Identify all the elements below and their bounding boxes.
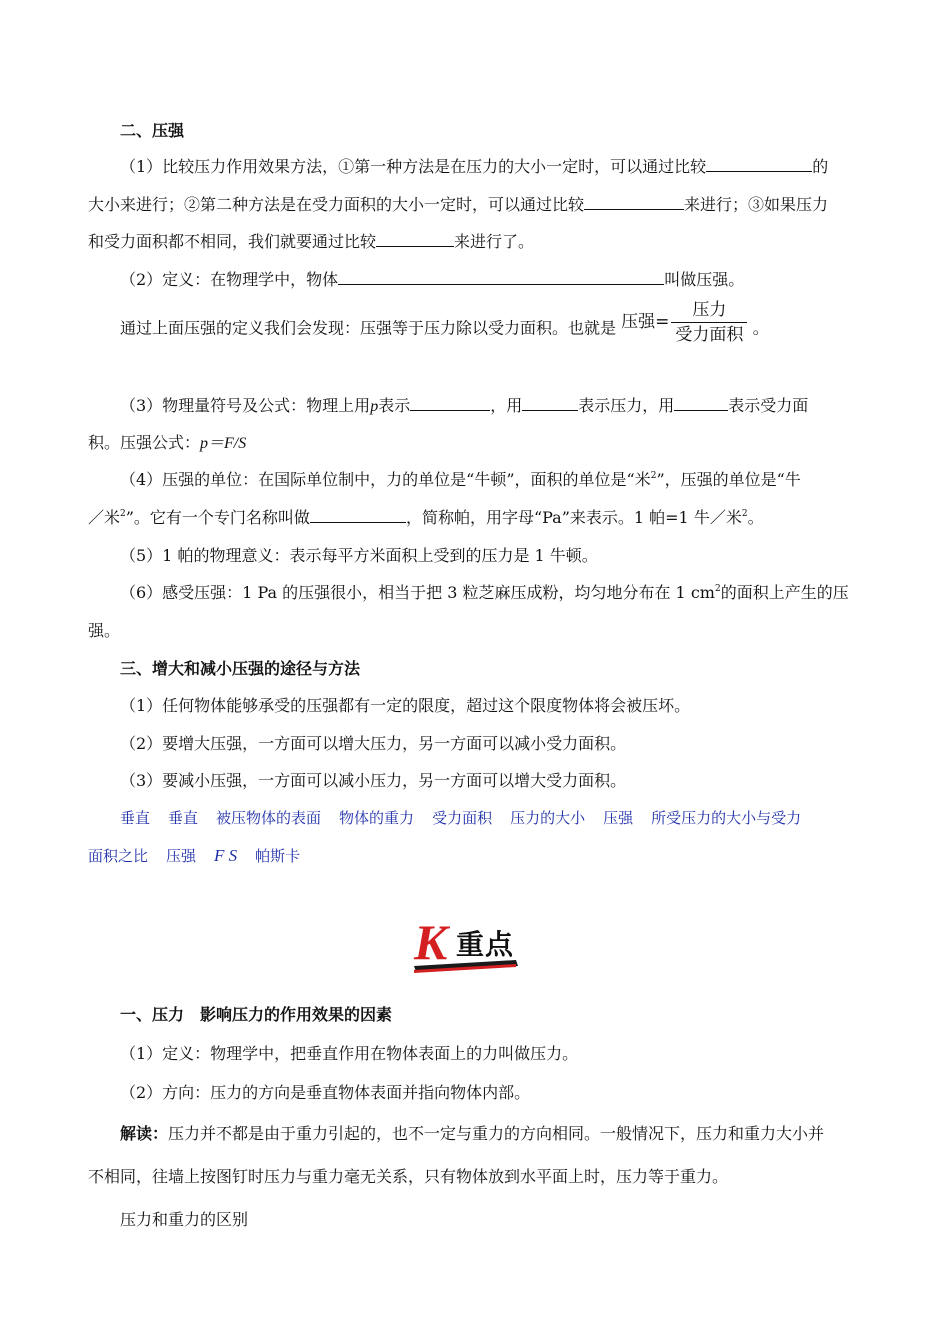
answer: 面积之比 <box>88 847 149 865</box>
symbol-p: p <box>370 398 379 415</box>
badge-letter: K <box>414 914 448 970</box>
text: 和受力面积都不相同，我们就要通过比较 <box>88 232 377 251</box>
text: ／米 <box>88 508 121 527</box>
formula-lhs: 压强= <box>621 312 670 332</box>
fill-blank[interactable] <box>376 232 454 247</box>
answer-key-line-1 <box>120 808 900 828</box>
text: 的 <box>812 157 829 176</box>
fill-blank[interactable] <box>706 157 812 172</box>
answer: 受力面积 <box>432 809 493 827</box>
fill-blank[interactable] <box>410 396 490 411</box>
answer: 物体的重力 <box>339 809 415 827</box>
text: 来进行；③如果压力 <box>684 195 829 214</box>
definition-line <box>120 270 900 290</box>
answer: 垂直 <box>168 809 199 827</box>
text: （2）定义：在物理学中，物体 <box>120 270 339 289</box>
paragraph-6-line-1 <box>120 583 900 603</box>
answer: 垂直 <box>120 809 151 827</box>
fill-blank[interactable] <box>674 396 728 411</box>
answer: 所受压力的大小与受力 <box>651 809 802 827</box>
text: （4）压强的单位：在国际单位制中，力的单位是“牛顿”，面积的单位是“米 <box>120 470 651 489</box>
answer: 压力的大小 <box>510 809 586 827</box>
text: 积。压强公式： <box>88 433 201 452</box>
section-title-methods: 三、增大和减小压强的途径与方法 <box>120 659 361 678</box>
text: 的面积上产生的压 <box>720 583 849 602</box>
text: （3）物理量符号及公式：物理上用 <box>120 396 371 415</box>
note-line-1 <box>120 1124 900 1144</box>
text: 压力并不都是由于重力引起的，也不一定与重力的方向相同。一般情况下，压力和重力大小并 <box>168 1124 825 1143</box>
key-points-badge <box>412 914 522 978</box>
paragraph-1-line-2 <box>88 195 868 215</box>
answer: 被压物体的表面 <box>216 809 322 827</box>
formula-line <box>120 302 900 354</box>
fraction-numerator: 压力 <box>671 298 747 323</box>
difference-heading: 压力和重力的区别 <box>120 1210 249 1229</box>
superscript: 2 <box>741 509 748 519</box>
text: 。 <box>747 508 764 527</box>
pressure-formula-text: p＝F/S <box>200 435 247 452</box>
section-title-pressure: 二、压强 <box>120 121 185 140</box>
method-1: （1）任何物体能够承受的压强都有一定的限度，超过这个限度物体将会被压坏。 <box>120 696 691 715</box>
superscript: 2 <box>120 509 126 519</box>
note-line-2: 不相同，往墙上按图钉时压力与重力毫无关系，只有物体放到水平面上时，压力等于重力。 <box>88 1167 729 1186</box>
superscript: 2 <box>714 584 721 594</box>
key-definition: （1）定义：物理学中，把垂直作用在物体表面上的力叫做压力。 <box>120 1044 579 1063</box>
method-2: （2）要增大压强，一方面可以增大压力，另一方面可以减小受力面积。 <box>120 734 627 753</box>
paragraph-3-line-2 <box>88 433 868 454</box>
note-label: 解读： <box>120 1124 169 1143</box>
paragraph-4-line-1 <box>120 470 900 490</box>
fraction-denominator: 受力面积 <box>675 325 744 345</box>
fill-blank[interactable] <box>310 508 406 523</box>
text: ”，压强的单位是“牛 <box>656 470 801 489</box>
badge-text: 重点 <box>456 928 515 961</box>
paragraph-1-line-3 <box>88 232 868 252</box>
answer-key-line-2 <box>88 846 868 866</box>
text: （1）比较压力作用效果方法，①第一种方法是在压力的大小一定时，可以通过比较 <box>120 157 707 176</box>
answer: 压强 <box>166 847 197 865</box>
text: ，用 <box>490 396 523 415</box>
text: 大小来进行；②第二种方法是在受力面积的大小一定时，可以通过比较 <box>88 195 585 214</box>
superscript: 2 <box>650 471 657 481</box>
text: 叫做压强。 <box>664 270 745 289</box>
text: 来进行了。 <box>454 232 535 251</box>
key-section-title: 一、压力 影响压力的作用效果的因素 <box>120 1005 393 1024</box>
text: 。 <box>752 318 769 338</box>
paragraph-5: （5）1 帕的物理意义：表示每平方米面积上受到的压力是 1 牛顿。 <box>120 546 598 565</box>
key-direction: （2）方向：压力的方向是垂直物体表面并指向物体内部。 <box>120 1083 531 1102</box>
paragraph-3-line-1 <box>120 396 900 417</box>
pressure-formula <box>621 300 753 345</box>
fill-blank[interactable] <box>522 396 578 411</box>
fill-blank[interactable] <box>338 270 664 285</box>
fraction <box>671 298 747 347</box>
text: 通过上面压强的定义我们会发现：压强等于压力除以受力面积。也就是 <box>120 318 617 338</box>
answer: F S <box>214 846 238 865</box>
method-3: （3）要减小压强，一方面可以减小压力，另一方面可以增大受力面积。 <box>120 771 627 790</box>
text: ”。它有一个专门名称叫做 <box>125 508 310 527</box>
text: （6）感受压强：1 Pa 的压强很小，相当于把 3 粒芝麻压成粉，均匀地分布在 1 cm <box>120 583 715 602</box>
text: 表示 <box>378 396 411 415</box>
paragraph-4-line-2 <box>88 508 868 528</box>
answer: 压强 <box>603 809 634 827</box>
answer: 帕斯卡 <box>255 847 301 865</box>
text: ，简称帕，用字母“Pa”来表示。1 帕=1 牛／米 <box>405 508 742 527</box>
paragraph-1-line-1 <box>120 157 900 177</box>
text: 表示受力面 <box>728 396 809 415</box>
fill-blank[interactable] <box>584 195 684 210</box>
text: 表示压力，用 <box>578 396 675 415</box>
paragraph-6-line-2: 强。 <box>88 621 121 640</box>
